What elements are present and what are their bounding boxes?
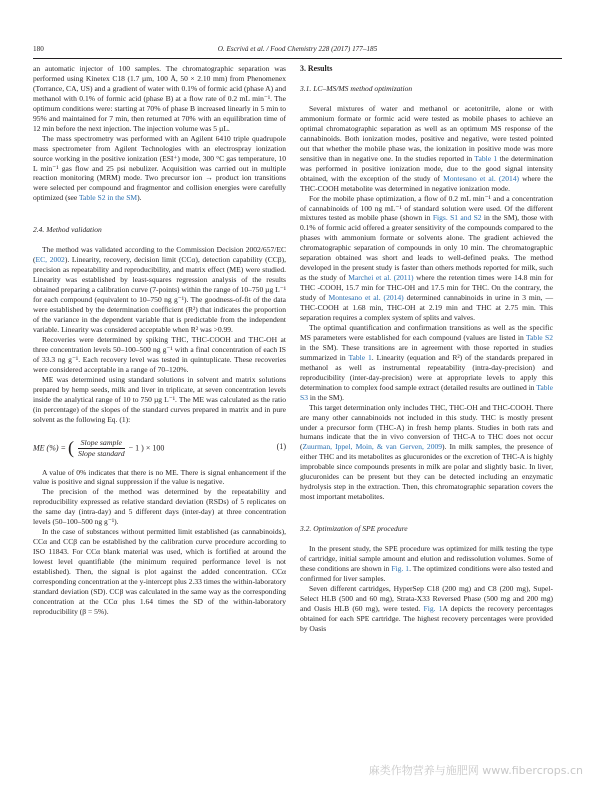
heading-gap bbox=[300, 74, 553, 84]
right-column bbox=[300, 64, 553, 634]
left-paren: ( bbox=[67, 437, 74, 458]
heading-gap bbox=[300, 94, 553, 104]
link-figs-s1-s2[interactable]: Figs. S1 and S2 bbox=[432, 213, 482, 223]
paragraph-precision: The precision of the method was determined by the repeatability and reproducibility expressed as relative standard deviation (RSDs) of 5 replicates on the same day (intra-day) and 5 different days (inter-day) at three concentration levels (50–100–500 ng g⁻¹). bbox=[33, 487, 286, 527]
equation-number: (1) bbox=[276, 441, 286, 451]
paragraph-validation: The method was validated according to the Commission Decision 2002/657/EC (EC, 2002). Linearity, recovery, decision limit (CCα), detection capability (CCβ), precision as repeatability and reproducibility, and matrix effect (ME) were studied. Linearity was established by least-squares regression analysis of the results obtained preparing a calibration curve (7-points) within the range of 10–750 µg L⁻¹ for each compound (equivalent to 10–750 ng g⁻¹). The goodness-of-fit of the data were established by the determination coefficient (R²) that indicates the proportion of the variance in the dependent variable that is predictable from the independent variable. Linearity was considered acceptable when R² was >0.99. bbox=[33, 245, 286, 334]
heading-2-4: 2.4. Method validation bbox=[33, 225, 102, 235]
section-gap bbox=[33, 203, 286, 225]
equation-lhs: ME (%) = bbox=[33, 443, 66, 453]
link-ec-2002[interactable]: EC, 2002 bbox=[35, 255, 65, 265]
link-table-1[interactable]: Table 1 bbox=[474, 153, 498, 163]
paragraph-spe-procedure: In the present study, the SPE procedure was optimized for milk testing the type of cartridge, initial sample amount and elution and redissolution volumes. Some of these conditions are shown in Fig. 1. The optimized conditions were also tested and confirmed for liver samples. bbox=[300, 544, 553, 583]
paragraph-transitions: The optimal quantification and confirmation transitions as well as the specific MS parameters were established for each compound (values are listed in Table S2 in the SM). These transitions are in agreement with those reported in studies summarized in Table 1. Linearity (equation and R²) of the standards prepared in methanol as well as instrumental repeatability (intra-day-precision) and reproducibility (inter-day-precision) were at appropriate levels to apply this determination to complex food sample extract (detailed results are outlined in Table S3 in the SM). bbox=[300, 322, 554, 402]
link-table-s2-b[interactable]: Table S2 bbox=[525, 332, 553, 342]
paragraph-matrix-effect: ME was determined using standard solutions in solvent and matrix solutions prepared by hemp seeds, milk and liver in triplicate, at seven concentration levels inside the analytical range of 10 to 750 µg L⁻¹. The ME was calculated as the ratio (in percentage) of the slopes of the standard curves prepared in matrix and in pure solvent as the following Eq. (1): bbox=[33, 374, 286, 424]
section-gap bbox=[300, 502, 553, 524]
link-montesano-2014[interactable]: Montesano et al. (2014) bbox=[443, 173, 520, 183]
link-fig-1-b[interactable]: Fig. 1 bbox=[423, 603, 443, 613]
link-table-1-b[interactable]: Table 1 bbox=[348, 352, 372, 362]
heading-gap bbox=[33, 235, 286, 245]
equation-body bbox=[33, 438, 164, 459]
fraction-denominator: Slope standard bbox=[77, 448, 125, 458]
journal-citation: O. Escrivá et al. / Food Chemistry 228 (2017) 177–185 bbox=[217, 45, 378, 53]
paragraph-chromatography: an automatic injector of 100 samples. The chromatographic separation was performed using Kinetex C18 (1.7 µm, 100 Å, 50 × 2.10 mm) from Phenomenex (Torrance, CA, US) and a gradient of water with 0.1% of formic acid (phase A) and methanol with 0.1% of formic acid (phase B) at a flow rate of 0.2 mL min⁻¹. The optimum conditions were: starting at 70% of phase B increased linearly in 5 min to 95% and maintained for 7 min, then returned at 70% with an equilibration time of 12 min before the next injection. The injection volume was 5 µL. bbox=[33, 64, 286, 133]
fraction-numerator: Slope sample bbox=[78, 438, 125, 449]
equation-1 bbox=[33, 429, 286, 465]
link-fig-1[interactable]: Fig. 1 bbox=[391, 564, 410, 574]
link-zuurman-2009[interactable]: Zuurman, Ippel, Moin, & van Gerven, 2009 bbox=[302, 442, 443, 452]
paragraph-mobile-phases: Several mixtures of water and methanol or acetonitrile, alone or with ammonium formate or formic acid were tested as mobile phases to achieve an optimal chromatographic separation as well as an optimum MS response of the cannabinoids. Both ionization modes, positive and negative, were tested pointed out that whether the mobile phase was, the ionization in positive mode was more sensitive than in negative one. In the studies reported in Table 1 the determination was performed in positive ionization mode, due to the good signal intensity obtained, with the exception of the study of Montesano et al. (2014) where the THC-COOH metabolite was determined in negative ionization mode. bbox=[300, 104, 553, 193]
watermark: 麻类作物营养与施肥网 www.fibercrops.cn bbox=[368, 764, 583, 777]
paragraph-cc-alpha-beta: In the case of substances without permitted limit established (as cannabinoids), CCα and CCβ can be established by the calibration curve procedure according to ISO 11843. For CCα blank material was used, which is fortified at around the lowest level quantifiable (the minimum required performance level is not established). Then, the signal is plot against the added concentration. CCα corresponding concentration at the y-intercept plus 2.33 times the within-laboratory standard deviation (SD). CCβ was calculated in the same way as the corresponding concentration at the CCα plus 1.64 times the SD of the within-laboratory reproducibility (β = 5%). bbox=[33, 527, 286, 616]
paragraph-flow-optimization: For the mobile phase optimization, a flow of 0.2 mL min⁻¹ and a concentration of cannabinoids of 100 ng mL⁻¹ of standard solution were used. Of the different mixtures tested as mobile phase (shown in Figs. S1 and S2 in the SM), those with 0.1% of formic acid offered a greater sensitivity of the compounds compared to the phases with ammonium formate or solvents alone. The gradient achieved the chromatographic separation of compounds in only 10 min. The chromatographic separation obtained was short and leads to well-defined peaks. The method developed in the present study is faster than others methods reported for milk, such as the study of Marchei et al. (2011) where the retention times were 14.8 min for THC -COOH, 15.7 min for THC-OH and 17.5 min for THC. On the contrary, the study of Montesano et al. (2014) determined cannabinoids in urine in 3 min, — THC-COOH at 1.68 min, THC-OH at 2.19 min and THC at 2.75 min. This separation requires a complex system of splits and valves. bbox=[300, 193, 553, 323]
paragraph-target-determination: This target determination only includes THC, THC-OH and THC-COOH. There are many other cannabinoids not included in this study. THC is mostly present under a precursor form (THC-A) in fresh hemp plants. Studies in both rats and humans indicate that the in vivo conversion of THC-A to THC does not occur (Zuurman, Ippel, Moin, & van Gerven, 2009). In milk samples, the presence of either THC and its metabolites as glucuronides or the excretion of THC-A is highly improbable since compounds presents in milk are polar and slightly basic. In liver, glucuronides can be present but they can be detected including an enzymatic hydrolysis step in the extraction. Then, this chromatographic separation covers the most important metabolites. bbox=[300, 402, 553, 502]
equation-fraction bbox=[78, 438, 125, 459]
paragraph-recoveries: Recoveries were determined by spiking THC, THC-COOH and THC-OH at three concentration levels 50–100–500 ng g⁻¹ with a final concentration of each IS of 33.3 ng g⁻¹. Each recovery level was tested in quintuplicate. These recoveries were considered acceptable in a range of 70–120%. bbox=[33, 334, 286, 374]
page-number: 180 bbox=[33, 45, 44, 53]
heading-results: 3. Results bbox=[300, 64, 333, 73]
header-rule bbox=[33, 58, 562, 59]
heading-3-1: 3.1. LC–MS/MS method optimization bbox=[300, 84, 413, 93]
paragraph-mass-spectrometry: The mass spectrometry was performed with an Agilent 6410 triple quadrupole mass spectrometer from Agilent Technologies with an electrospray ionization source working in the positive ionization (ESI⁺) mode, 300 °C gas temperature, 10 L min⁻¹ gas flow and 25 psi nebulizer. Acquisition was carried out in multiple reaction monitoring (MRM) mode. Two precursor ion → product ion transitions were selected per compound and fragmentor and collision energies were carefully optimized (see Table S2 in the SM). bbox=[33, 133, 286, 203]
heading-gap bbox=[300, 534, 553, 544]
equation-rest: − 1 ) × 100 bbox=[128, 443, 165, 453]
heading-3-2: 3.2. Optimization of SPE procedure bbox=[300, 524, 408, 534]
left-column bbox=[33, 64, 286, 617]
link-marchei-2011[interactable]: Marchei et al. (2011) bbox=[348, 273, 414, 283]
link-table-s3[interactable]: Table S3 bbox=[300, 382, 553, 402]
running-header bbox=[33, 45, 562, 57]
link-table-s2[interactable]: Table S2 in the SM bbox=[78, 193, 138, 203]
link-montesano-2014-b[interactable]: Montesano et al. (2014) bbox=[328, 293, 404, 303]
paragraph-me-meaning: A value of 0% indicates that there is no ME. There is signal enhancement if the value is positive and signal suppression if the value is negative. bbox=[33, 467, 286, 487]
paragraph-cartridges: Seven different cartridges, HyperSep C18 (200 mg) and C8 (200 mg), Supel-Select HLB (500 and 60 mg), Strata-X33 Reversed Phase (500 mg and 200 mg) and Oasis HLB (60 mg), were tested. Fig. 1A depicts the recovery percentages obtained for each SPE cartridge. The highest recovery percentages were provided by Oasis bbox=[300, 583, 553, 633]
